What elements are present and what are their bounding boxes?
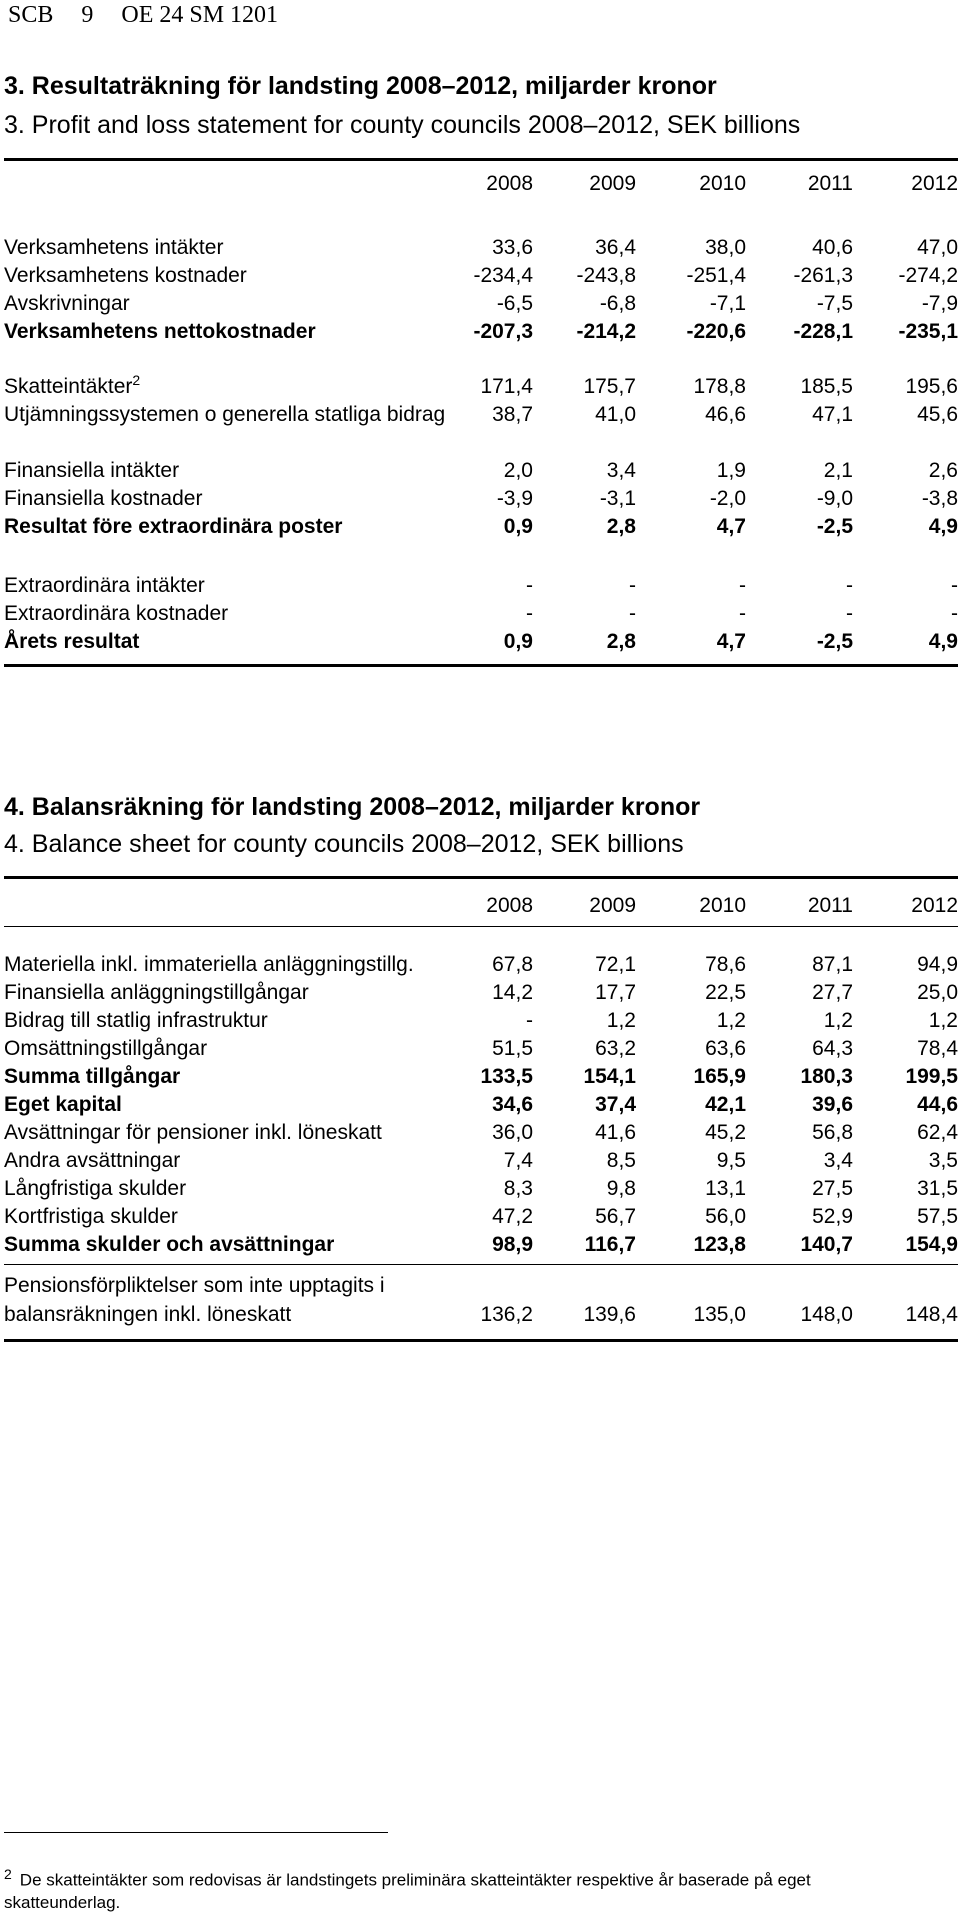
table-row <box>4 262 958 290</box>
table-row-subtotal <box>4 1091 958 1119</box>
cell-value: - <box>526 602 533 625</box>
cell-value: 27,7 <box>812 981 853 1004</box>
footnote-text: De skatteintäkter som redovisas är landstingets preliminära skatteintäkter respektive år baserade på eget skatteunderlag. <box>4 1870 811 1912</box>
table-row <box>4 457 958 485</box>
cell-value: 56,7 <box>595 1205 636 1228</box>
cell-value: 9,5 <box>716 1149 746 1172</box>
cell-value: 165,9 <box>693 1065 746 1088</box>
row-label: Andra avsättningar <box>4 1149 181 1172</box>
table-row <box>4 373 958 401</box>
table3-title-sv: 3. Resultaträkning för landsting 2008–2012, miljarder kronor <box>4 72 717 100</box>
cell-value: 1,2 <box>928 1009 958 1032</box>
cell-value: 34,6 <box>492 1093 533 1116</box>
table-row <box>4 951 958 979</box>
table-row-total <box>4 628 958 656</box>
cell-value: -251,4 <box>686 264 746 287</box>
table-row <box>4 1035 958 1063</box>
cell-value: 148,0 <box>800 1303 853 1326</box>
table4-pension-section <box>4 1269 958 1335</box>
table-row-total <box>4 1063 958 1091</box>
table3-top-rule <box>4 158 958 161</box>
cell-value: - <box>526 574 533 597</box>
cell-value: - <box>629 574 636 597</box>
cell-value: 8,5 <box>606 1149 636 1172</box>
cell-value: 1,2 <box>716 1009 746 1032</box>
row-label-text: Skatteintäkter <box>4 375 133 398</box>
table3-bottom-rule <box>4 664 958 667</box>
table-row <box>4 1119 958 1147</box>
cell-value: -2,5 <box>816 515 853 538</box>
table3-header <box>4 164 958 204</box>
cell-value: 94,9 <box>917 953 958 976</box>
cell-value: 47,0 <box>917 236 958 259</box>
cell-value: 38,0 <box>705 236 746 259</box>
year-header: 2009 <box>589 894 636 917</box>
cell-value: - <box>526 1009 533 1032</box>
cell-value: -7,1 <box>709 292 746 315</box>
cell-value: 27,5 <box>812 1177 853 1200</box>
cell-value: 185,5 <box>800 375 853 398</box>
row-label: Eget kapital <box>4 1093 122 1116</box>
row-label: Pensionsförpliktelser som inte upptagits i balansräkningen inkl. löneskatt <box>4 1274 385 1326</box>
cell-value: -6,5 <box>496 292 533 315</box>
table-row <box>4 572 958 600</box>
row-label: Avsättningar för pensioner inkl. löneskatt <box>4 1121 382 1144</box>
table-row <box>4 234 958 262</box>
cell-value: -9,0 <box>816 487 853 510</box>
row-label: Verksamhetens kostnader <box>4 264 247 287</box>
cell-value: 4,7 <box>716 515 746 538</box>
row-label: Omsättningstillgångar <box>4 1037 208 1060</box>
cell-value: 180,3 <box>800 1065 853 1088</box>
running-head <box>8 2 306 29</box>
cell-value: -228,1 <box>793 320 853 343</box>
table-row-subtotal <box>4 318 958 346</box>
footnote-ref: 2 <box>132 372 141 388</box>
cell-value: 3,4 <box>823 1149 853 1172</box>
table3-section-financing <box>4 373 958 541</box>
year-header: 2011 <box>807 172 853 195</box>
cell-value: 4,9 <box>928 630 958 653</box>
row-label: Verksamhetens intäkter <box>4 236 224 259</box>
cell-value: 1,9 <box>716 459 746 482</box>
cell-value: 154,9 <box>905 1233 958 1256</box>
cell-value: 17,7 <box>595 981 636 1004</box>
row-label: Kortfristiga skulder <box>4 1205 178 1228</box>
cell-value: 45,2 <box>705 1121 746 1144</box>
year-header: 2011 <box>807 894 853 917</box>
table3-title-en: 3. Profit and loss statement for county councils 2008–2012, SEK billions <box>4 111 801 139</box>
cell-value: -6,8 <box>599 292 636 315</box>
row-label: Verksamhetens nettokostnader <box>4 320 316 343</box>
cell-value: 40,6 <box>812 236 853 259</box>
cell-value: 136,2 <box>480 1303 533 1326</box>
cell-value: 8,3 <box>503 1177 533 1200</box>
cell-value: 4,7 <box>716 630 746 653</box>
table4-divider-rule <box>4 1264 958 1265</box>
cell-value: 42,1 <box>705 1093 746 1116</box>
table4-bottom-rule <box>4 1339 958 1342</box>
footnote-separator <box>4 1832 388 1833</box>
cell-value: 1,2 <box>606 1009 636 1032</box>
cell-value: 67,8 <box>492 953 533 976</box>
cell-value: 2,8 <box>606 515 636 538</box>
table-row <box>4 1203 958 1231</box>
cell-value: - <box>951 574 958 597</box>
table-row-total <box>4 1231 958 1259</box>
cell-value: 195,6 <box>905 375 958 398</box>
table-row <box>4 600 958 628</box>
cell-value: 52,9 <box>812 1205 853 1228</box>
cell-value: 51,5 <box>492 1037 533 1060</box>
cell-value: 41,6 <box>595 1121 636 1144</box>
table4-header-rule <box>4 926 958 927</box>
running-head-series: OE 24 SM 1201 <box>121 2 279 28</box>
table3-year-row <box>4 164 958 204</box>
cell-value: 47,2 <box>492 1205 533 1228</box>
cell-value: -3,1 <box>599 487 636 510</box>
year-header: 2009 <box>589 172 636 195</box>
year-header: 2008 <box>486 172 533 195</box>
cell-value: 9,8 <box>606 1177 636 1200</box>
cell-value: 36,0 <box>492 1121 533 1144</box>
cell-value: 171,4 <box>480 375 533 398</box>
cell-value: 56,8 <box>812 1121 853 1144</box>
table-row <box>4 979 958 1007</box>
table-row <box>4 485 958 513</box>
cell-value: 154,1 <box>583 1065 636 1088</box>
row-label: Långfristiga skulder <box>4 1177 187 1200</box>
cell-value: -234,4 <box>473 264 533 287</box>
cell-value: -3,8 <box>921 487 958 510</box>
footnote-number: 2 <box>4 1866 12 1882</box>
cell-value: - <box>739 602 746 625</box>
cell-value: 64,3 <box>812 1037 853 1060</box>
cell-value: - <box>846 574 853 597</box>
cell-value: - <box>951 602 958 625</box>
cell-value: -220,6 <box>686 320 746 343</box>
cell-value: 178,8 <box>693 375 746 398</box>
cell-value: 63,2 <box>595 1037 636 1060</box>
year-header: 2008 <box>486 894 533 917</box>
cell-value: 57,5 <box>917 1205 958 1228</box>
table3-section-extraordinary <box>4 572 958 656</box>
row-label: Extraordinära intäkter <box>4 574 205 597</box>
cell-value: 13,1 <box>705 1177 746 1200</box>
cell-value: - <box>846 602 853 625</box>
row-label: Finansiella intäkter <box>4 459 180 482</box>
cell-value: 98,9 <box>492 1233 533 1256</box>
cell-value: 3,4 <box>606 459 636 482</box>
table-row <box>4 1175 958 1203</box>
cell-value: 46,6 <box>705 403 746 426</box>
table-row <box>4 290 958 318</box>
cell-value: 31,5 <box>917 1177 958 1200</box>
cell-value: 36,4 <box>595 236 636 259</box>
cell-value: 148,4 <box>905 1303 958 1326</box>
cell-value: 38,7 <box>492 403 533 426</box>
table-row <box>4 401 958 457</box>
cell-value: -7,9 <box>921 292 958 315</box>
table-row-subtotal <box>4 513 958 541</box>
cell-value: 45,6 <box>917 403 958 426</box>
cell-value: 14,2 <box>492 981 533 1004</box>
cell-value: -274,2 <box>898 264 958 287</box>
cell-value: 123,8 <box>693 1233 746 1256</box>
cell-value: 62,4 <box>917 1121 958 1144</box>
cell-value: 37,4 <box>595 1093 636 1116</box>
row-label: Utjämningssystemen o generella statliga bidrag <box>4 403 446 426</box>
year-header: 2010 <box>699 172 746 195</box>
cell-value: 78,6 <box>705 953 746 976</box>
table-row <box>4 1147 958 1175</box>
cell-value: 133,5 <box>480 1065 533 1088</box>
cell-value: 0,9 <box>503 515 533 538</box>
cell-value: 63,6 <box>705 1037 746 1060</box>
cell-value: -7,5 <box>816 292 853 315</box>
row-label: Materiella inkl. immateriella anläggningstillg. <box>4 953 414 976</box>
cell-value: -3,9 <box>496 487 533 510</box>
cell-value: 44,6 <box>917 1093 958 1116</box>
cell-value: 175,7 <box>583 375 636 398</box>
table4-title-en: 4. Balance sheet for county councils 2008–2012, SEK billions <box>4 830 684 858</box>
year-header: 2012 <box>911 172 958 195</box>
row-label: Bidrag till statlig infrastruktur <box>4 1009 268 1032</box>
row-label: Resultat före extraordinära poster <box>4 515 343 538</box>
cell-value: -214,2 <box>576 320 636 343</box>
row-label: Extraordinära kostnader <box>4 602 229 625</box>
cell-value: -235,1 <box>898 320 958 343</box>
table4-year-row <box>4 886 958 926</box>
cell-value: 47,1 <box>812 403 853 426</box>
cell-value: -2,0 <box>709 487 746 510</box>
footnote <box>4 1863 924 1914</box>
cell-value: -2,5 <box>816 630 853 653</box>
cell-value: 135,0 <box>693 1303 746 1326</box>
cell-value: 140,7 <box>800 1233 853 1256</box>
cell-value: 2,6 <box>928 459 958 482</box>
cell-value: 78,4 <box>917 1037 958 1060</box>
row-label: Avskrivningar <box>4 292 130 315</box>
page-number: 9 <box>81 2 94 28</box>
row-label <box>4 373 140 401</box>
cell-value: -261,3 <box>793 264 853 287</box>
row-label: Summa tillgångar <box>4 1065 181 1088</box>
cell-value: 39,6 <box>812 1093 853 1116</box>
year-header: 2012 <box>911 894 958 917</box>
cell-value: 0,9 <box>503 630 533 653</box>
cell-value: 22,5 <box>705 981 746 1004</box>
row-label: Finansiella anläggningstillgångar <box>4 981 309 1004</box>
running-head-publisher: SCB <box>8 2 54 28</box>
cell-value: - <box>629 602 636 625</box>
table3-section-operations <box>4 234 958 346</box>
cell-value: 116,7 <box>584 1233 636 1256</box>
cell-value: 1,2 <box>823 1009 853 1032</box>
table4-header <box>4 886 958 926</box>
cell-value: 87,1 <box>812 953 853 976</box>
cell-value: 41,0 <box>595 403 636 426</box>
table4-title-sv: 4. Balansräkning för landsting 2008–2012, miljarder kronor <box>4 793 701 821</box>
cell-value: - <box>739 574 746 597</box>
cell-value: 72,1 <box>595 953 636 976</box>
cell-value: -243,8 <box>576 264 636 287</box>
cell-value: 2,1 <box>823 459 853 482</box>
cell-value: 4,9 <box>928 515 958 538</box>
cell-value: 3,5 <box>928 1149 958 1172</box>
cell-value: 199,5 <box>905 1065 958 1088</box>
table4-top-rule <box>4 876 958 879</box>
cell-value: 2,8 <box>606 630 636 653</box>
row-label: Finansiella kostnader <box>4 487 203 510</box>
cell-value: 56,0 <box>705 1205 746 1228</box>
row-label: Summa skulder och avsättningar <box>4 1233 335 1256</box>
cell-value: -207,3 <box>473 320 533 343</box>
cell-value: 25,0 <box>917 981 958 1004</box>
year-header: 2010 <box>699 894 746 917</box>
table4-body <box>4 951 958 1259</box>
table-row <box>4 1269 958 1335</box>
row-label: Årets resultat <box>4 630 140 653</box>
cell-value: 2,0 <box>503 459 533 482</box>
cell-value: 139,6 <box>583 1303 636 1326</box>
cell-value: 7,4 <box>503 1149 533 1172</box>
cell-value: 33,6 <box>492 236 533 259</box>
table-row <box>4 1007 958 1035</box>
